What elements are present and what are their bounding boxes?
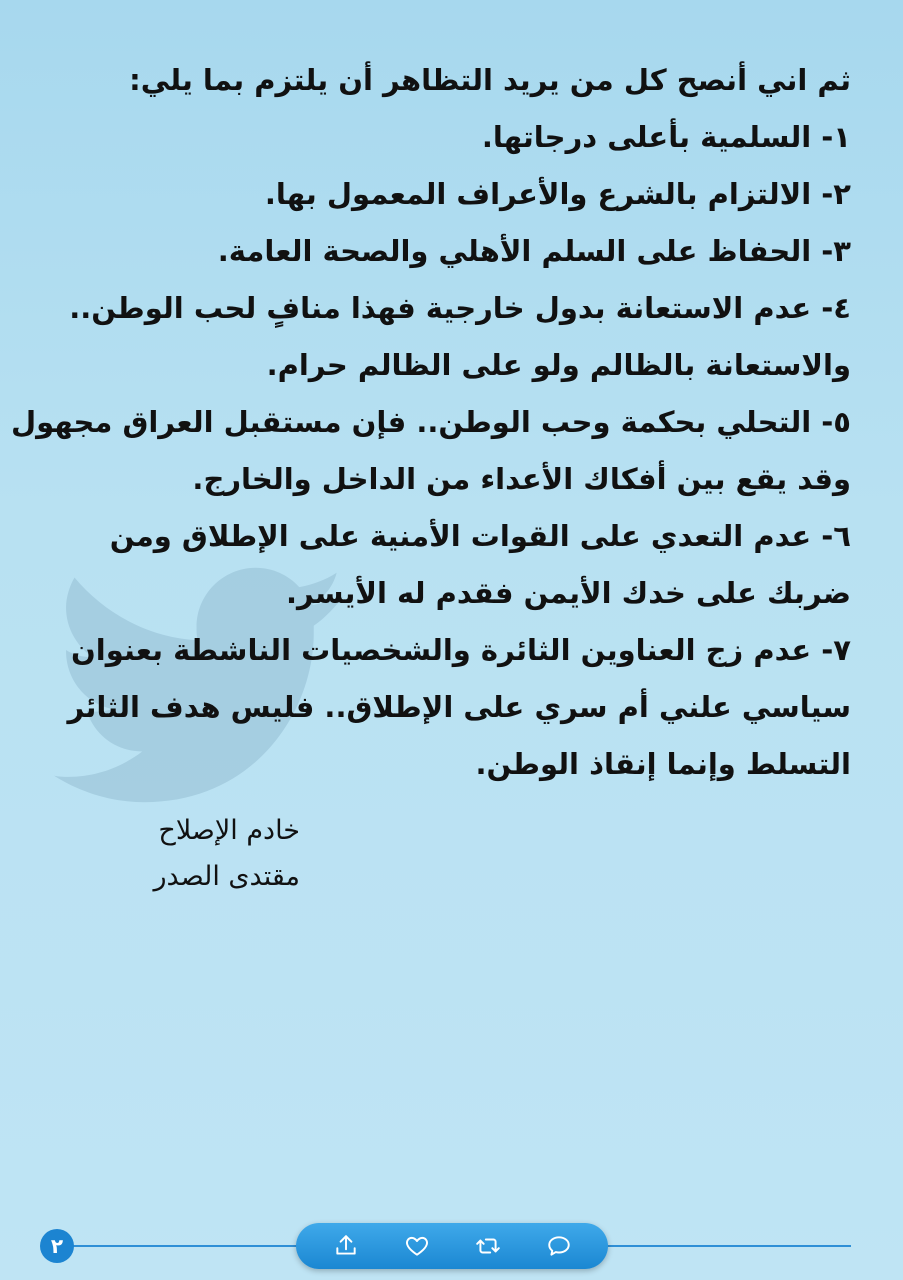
body-line: سياسي علني أم سري على الإطلاق.. فليس هدف الثائر	[67, 690, 851, 724]
body-line: ٥- التحلي بحكمة وحب الوطن.. فإن مستقبل العراق مجهول	[11, 405, 851, 439]
reply-button[interactable]	[539, 1226, 579, 1266]
reply-icon	[546, 1233, 572, 1259]
signature-title: خادم الإصلاح	[158, 815, 300, 846]
retweet-icon	[475, 1233, 501, 1259]
body-line: ٣- الحفاظ على السلم الأهلي والصحة العامة.	[217, 234, 851, 268]
body-line: التسلط وإنما إنقاذ الوطن.	[475, 747, 851, 781]
body-line: ٢- الالتزام بالشرع والأعراف المعمول بها.	[264, 177, 851, 211]
page-number-badge: ٢	[40, 1229, 74, 1263]
statement-body	[11, 52, 851, 793]
share-icon	[333, 1233, 359, 1259]
body-line: ثم اني أنصح كل من يريد التظاهر أن يلتزم بما يلي:	[129, 63, 851, 97]
body-line: ١- السلمية بأعلى درجاتها.	[481, 120, 851, 154]
body-line: ٦- عدم التعدي على القوات الأمنية على الإطلاق ومن	[109, 519, 851, 553]
body-line: ضربك على خدك الأيمن فقدم له الأيسر.	[285, 576, 851, 610]
body-line: ٧- عدم زج العناوين الثائرة والشخصيات الناشطة بعنوان	[71, 633, 851, 667]
tweet-actions-toolbar	[296, 1223, 608, 1269]
heart-icon	[404, 1233, 430, 1259]
body-line: ٤- عدم الاستعانة بدول خارجية فهذا منافٍ لحب الوطن..	[69, 291, 851, 325]
body-line: والاستعانة بالظالم ولو على الظالم حرام.	[266, 348, 851, 382]
signature-name: مقتدى الصدر	[153, 861, 300, 892]
retweet-button[interactable]	[468, 1226, 508, 1266]
body-line: وقد يقع بين أفكاك الأعداء من الداخل والخارج.	[192, 462, 851, 496]
signature-block	[60, 808, 300, 900]
like-button[interactable]	[397, 1226, 437, 1266]
share-button[interactable]	[326, 1226, 366, 1266]
